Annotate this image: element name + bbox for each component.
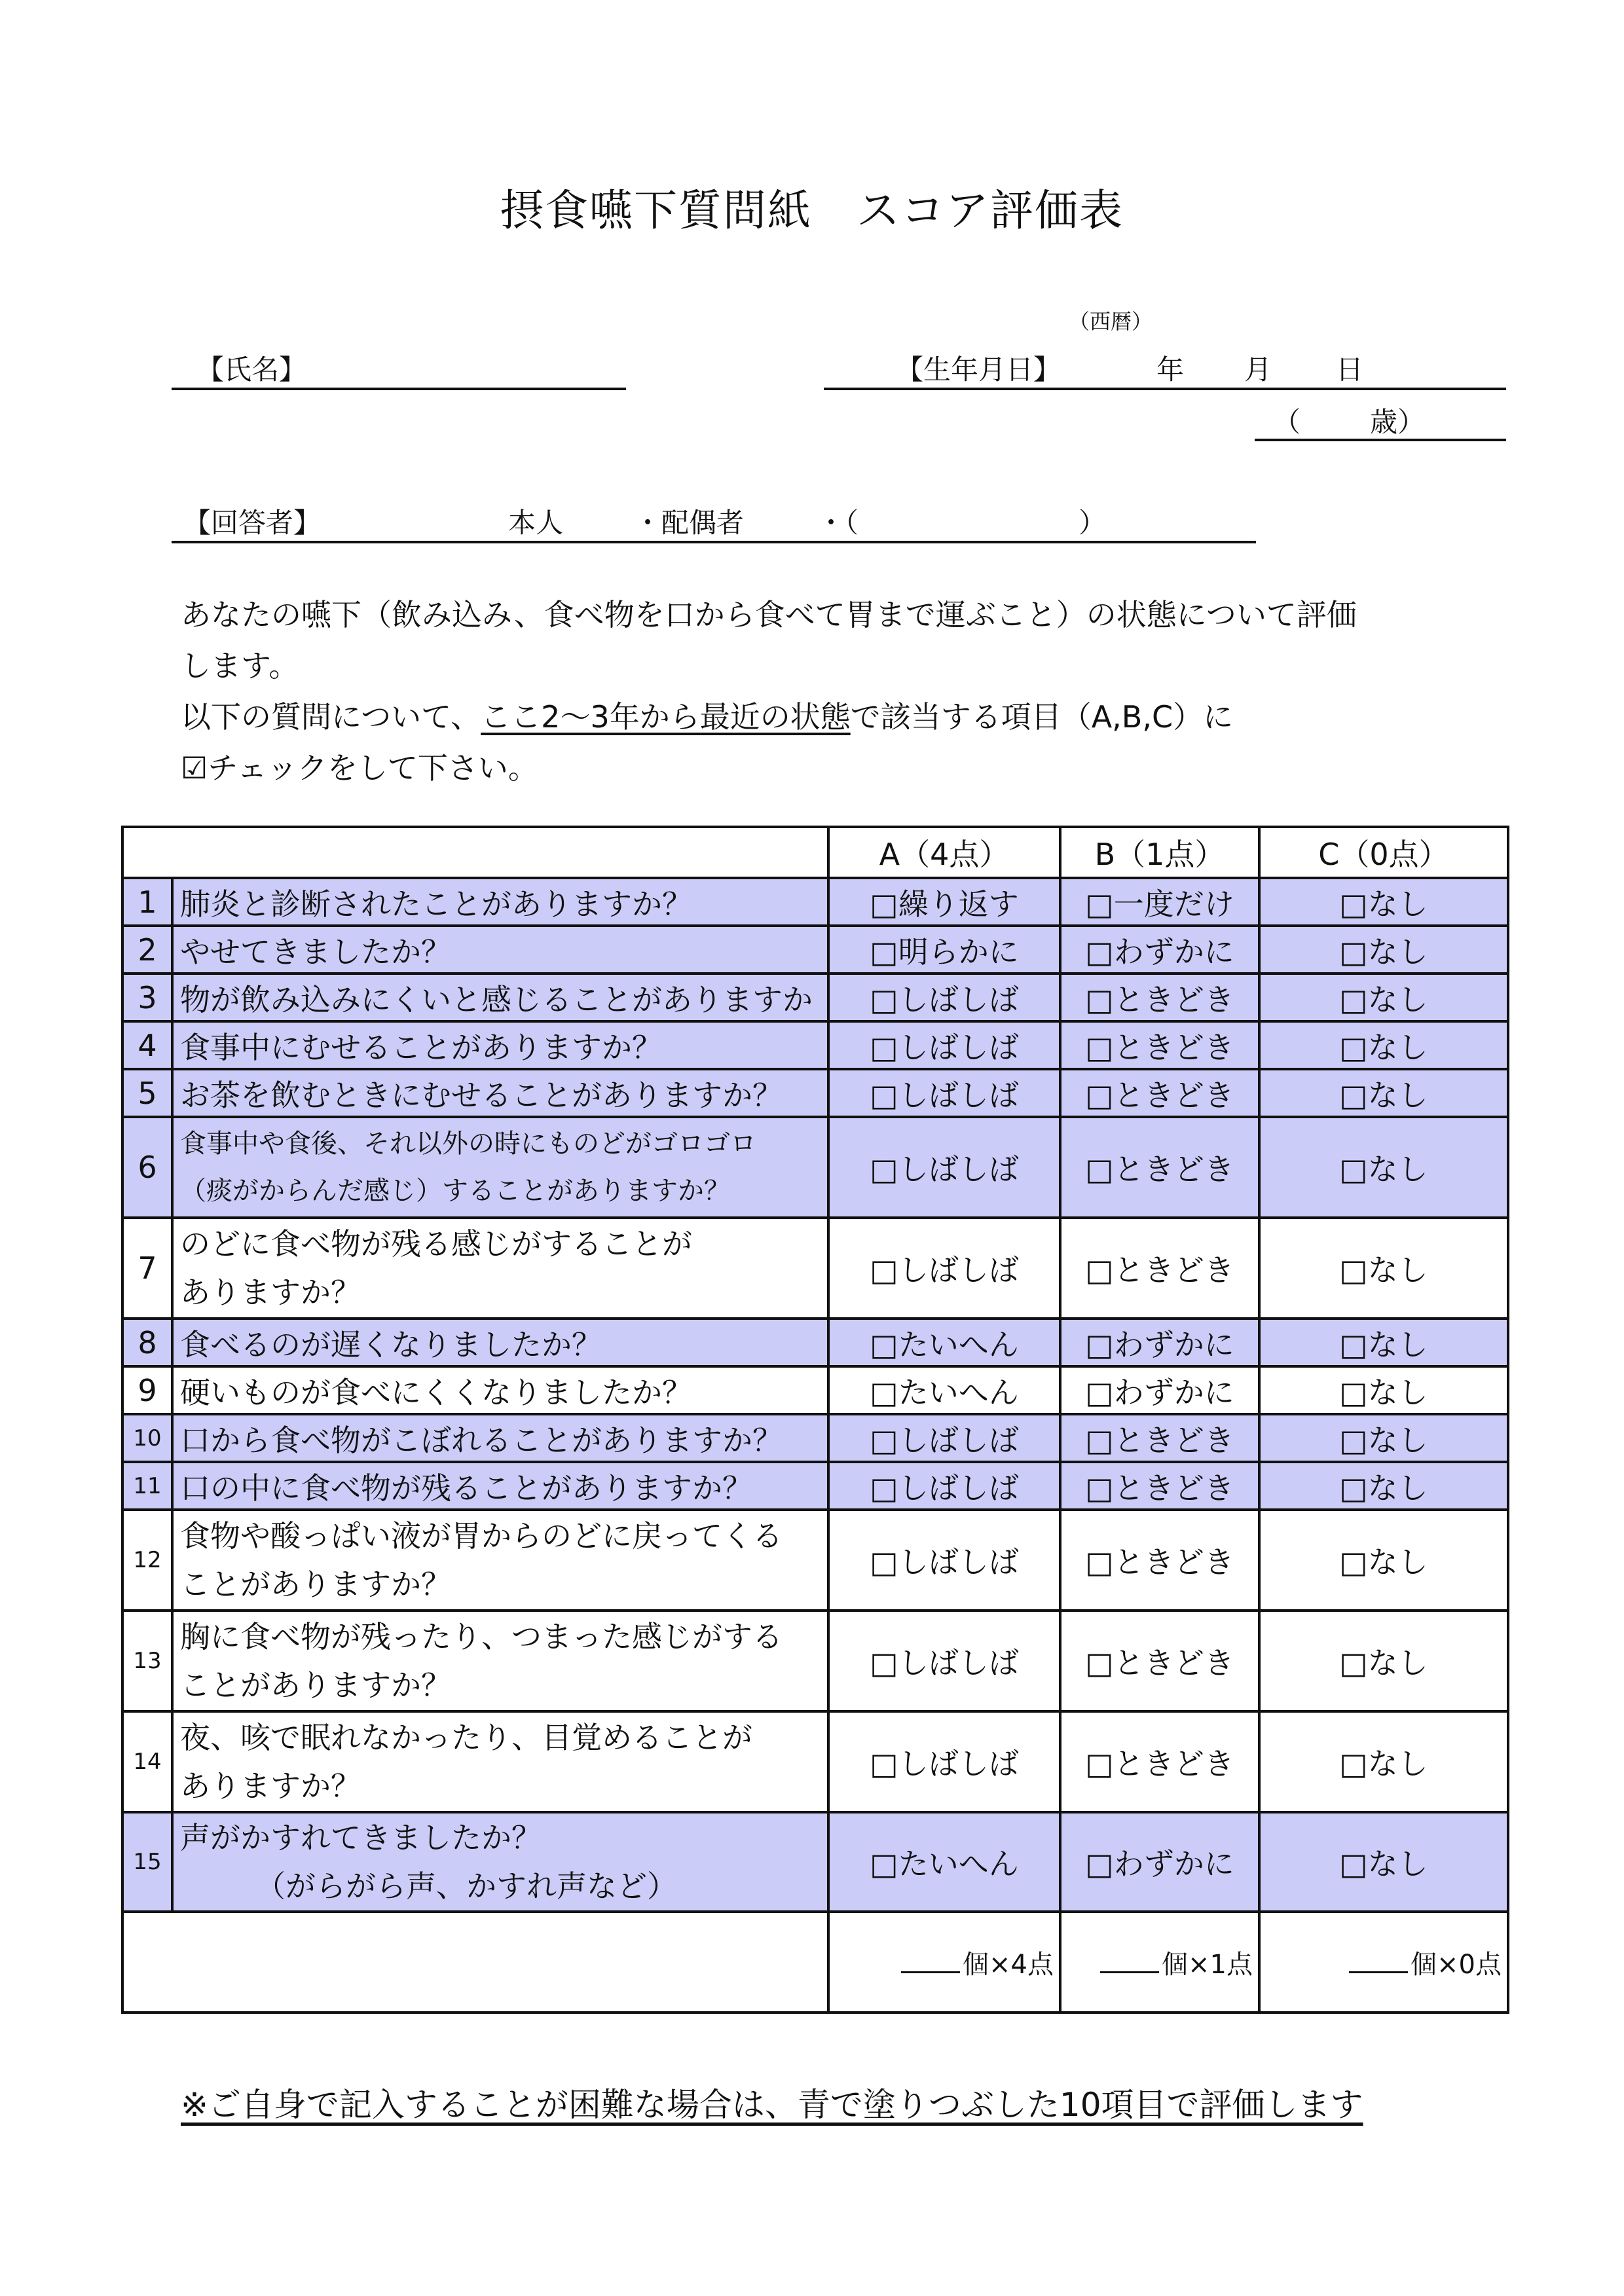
question-number: 1 (122, 878, 172, 926)
option-c-checkbox[interactable]: □なし (1259, 926, 1508, 974)
question-line-2: （がらがら声、かすれ声など） (180, 1868, 677, 1904)
question-number: 9 (122, 1366, 172, 1414)
question-line-1: 胸に食べ物が残ったり、つまった感じがする (180, 1619, 783, 1654)
option-c-checkbox[interactable]: □なし (1259, 1812, 1508, 1912)
question-number: 14 (122, 1711, 172, 1812)
name-field-line[interactable] (172, 388, 626, 390)
question-number: 10 (122, 1414, 172, 1462)
option-b-checkbox[interactable]: □ときどき (1060, 1510, 1259, 1611)
question-number: 15 (122, 1812, 172, 1912)
option-b-checkbox[interactable]: □ときどき (1060, 1021, 1259, 1069)
option-b-checkbox[interactable]: □ときどき (1060, 1611, 1259, 1711)
question-text (172, 878, 828, 926)
respondent-other[interactable]: ・（ ） (817, 507, 1107, 539)
table-row (122, 1366, 1508, 1414)
question-line-1: 口から食べ物がこぼれることがありますか？ (180, 1422, 783, 1458)
age-field-line[interactable] (1255, 439, 1506, 441)
intro-line-4: ☑チェックをして下さい。 (181, 750, 538, 786)
question-text (172, 926, 828, 974)
header-col-b: B（1点） (1060, 827, 1259, 878)
question-line-1: 食事中にむせることがありますか？ (180, 1029, 662, 1065)
option-b-checkbox[interactable]: □一度だけ (1060, 878, 1259, 926)
option-a-checkbox[interactable]: □繰り返す (828, 878, 1060, 926)
respondent-line (172, 541, 1256, 543)
table-row (122, 1117, 1508, 1218)
question-text (172, 1510, 828, 1611)
option-b-checkbox[interactable]: □わずかに (1060, 1366, 1259, 1414)
question-line-1: 食べるのが遅くなりましたか？ (180, 1326, 602, 1362)
question-line-1: 肺炎と診断されたことがありますか？ (180, 886, 692, 922)
option-a-checkbox[interactable]: □しばしば (828, 1462, 1060, 1510)
intro-emphasis: ここ2～3年から最近の状態 (481, 699, 851, 735)
table-row (122, 1711, 1508, 1812)
table-row (122, 1812, 1508, 1912)
instructions (181, 589, 1497, 793)
tally-blank-line[interactable] (1349, 1971, 1408, 1973)
question-text (172, 1711, 828, 1812)
option-c-checkbox[interactable]: □なし (1259, 974, 1508, 1021)
question-text (172, 1319, 828, 1366)
question-text (172, 1414, 828, 1462)
page-title: 摂食嚥下質問紙 スコア評価表 (500, 185, 1124, 236)
option-b-checkbox[interactable]: □わずかに (1060, 926, 1259, 974)
respondent-spouse[interactable]: ・配偶者 (634, 507, 745, 539)
tally-row (122, 1912, 1508, 2013)
option-a-checkbox[interactable]: □たいへん (828, 1319, 1060, 1366)
table-row (122, 974, 1508, 1021)
question-line-1: お茶を飲むときにむせることがありますか？ (180, 1077, 783, 1113)
option-a-checkbox[interactable]: □しばしば (828, 1117, 1060, 1218)
intro-line-1: あなたの嚥下（飲み込み、食べ物を口から食べて胃まで運ぶこと）の状態について評価 (181, 597, 1357, 632)
option-b-checkbox[interactable]: □ときどき (1060, 1069, 1259, 1117)
question-line-2: ことがありますか？ (180, 1667, 451, 1703)
table-row (122, 1319, 1508, 1366)
option-a-checkbox[interactable]: □しばしば (828, 1611, 1060, 1711)
tally-a[interactable] (828, 1912, 1060, 2013)
option-c-checkbox[interactable]: □なし (1259, 1366, 1508, 1414)
question-number: 7 (122, 1218, 172, 1319)
question-table (121, 826, 1509, 2014)
table-row (122, 1462, 1508, 1510)
option-b-checkbox[interactable]: □わずかに (1060, 1319, 1259, 1366)
question-number: 13 (122, 1611, 172, 1711)
question-number: 3 (122, 974, 172, 1021)
option-b-checkbox[interactable]: □ときどき (1060, 1462, 1259, 1510)
option-a-checkbox[interactable]: □しばしば (828, 1414, 1060, 1462)
option-c-checkbox[interactable]: □なし (1259, 1711, 1508, 1812)
question-line-1: 口の中に食べ物が残ることがありますか？ (180, 1470, 752, 1506)
option-a-checkbox[interactable]: □しばしば (828, 1711, 1060, 1812)
table-row (122, 1021, 1508, 1069)
option-c-checkbox[interactable]: □なし (1259, 1218, 1508, 1319)
tally-blank (122, 1912, 828, 2013)
table-row (122, 926, 1508, 974)
dob-month: 月 (1244, 354, 1272, 386)
question-line-1: 硬いものが食べにくくなりましたか？ (180, 1374, 692, 1410)
option-b-checkbox[interactable]: □ときどき (1060, 974, 1259, 1021)
question-line-1: 物が飲み込みにくいと感じることがありますか (180, 981, 813, 1017)
question-number: 5 (122, 1069, 172, 1117)
tally-b[interactable] (1060, 1912, 1259, 2013)
question-text (172, 1812, 828, 1912)
option-a-checkbox[interactable]: □たいへん (828, 1812, 1060, 1912)
tally-label: 個×1点 (1162, 1949, 1253, 1980)
question-text (172, 1611, 828, 1711)
option-c-checkbox[interactable]: □なし (1259, 1462, 1508, 1510)
table-row (122, 1611, 1508, 1711)
table-row (122, 1218, 1508, 1319)
question-text (172, 1021, 828, 1069)
question-line-1: のどに食べ物が残る感じがすることが (180, 1226, 692, 1262)
question-line-2: （痰がからんだ感じ）することがありますか？ (180, 1176, 730, 1206)
option-b-checkbox[interactable]: □わずかに (1060, 1812, 1259, 1912)
question-number: 4 (122, 1021, 172, 1069)
option-a-checkbox[interactable]: □しばしば (828, 974, 1060, 1021)
question-line-1: 声がかすれてきましたか？ (180, 1820, 542, 1855)
dob-label: 【生年月日】 (896, 354, 1061, 386)
option-c-checkbox[interactable]: □なし (1259, 1510, 1508, 1611)
option-b-checkbox[interactable]: □ときどき (1060, 1117, 1259, 1218)
question-line-1: 夜、咳で眠れなかったり、目覚めることが (180, 1720, 752, 1755)
table-row (122, 1069, 1508, 1117)
respondent-self[interactable]: 本人 (508, 507, 564, 539)
option-a-checkbox[interactable]: □明らかに (828, 926, 1060, 974)
tally-label: 個×4点 (963, 1949, 1054, 1980)
question-line-2: ありますか？ (180, 1275, 361, 1310)
option-c-checkbox[interactable]: □なし (1259, 1611, 1508, 1711)
question-number: 2 (122, 926, 172, 974)
question-text (172, 1069, 828, 1117)
table-row (122, 1510, 1508, 1611)
option-b-checkbox[interactable]: □ときどき (1060, 1711, 1259, 1812)
option-c-checkbox[interactable]: □なし (1259, 1021, 1508, 1069)
option-c-checkbox[interactable]: □なし (1259, 1069, 1508, 1117)
option-b-checkbox[interactable]: □ときどき (1060, 1414, 1259, 1462)
question-number: 6 (122, 1117, 172, 1218)
question-text (172, 1462, 828, 1510)
question-number: 8 (122, 1319, 172, 1366)
option-a-checkbox[interactable]: □たいへん (828, 1366, 1060, 1414)
table-row (122, 878, 1508, 926)
question-number: 12 (122, 1510, 172, 1611)
question-line-2: ありますか？ (180, 1768, 361, 1804)
option-a-checkbox[interactable]: □しばしば (828, 1510, 1060, 1611)
option-a-checkbox[interactable]: □しばしば (828, 1218, 1060, 1319)
tally-c[interactable] (1259, 1912, 1508, 2013)
option-c-checkbox[interactable]: □なし (1259, 878, 1508, 926)
intro-line-3-post: で該当する項目（A,B,C）に (850, 699, 1234, 735)
option-c-checkbox[interactable]: □なし (1259, 1414, 1508, 1462)
header-col-c: C（0点） (1259, 827, 1508, 878)
option-a-checkbox[interactable]: □しばしば (828, 1021, 1060, 1069)
footer-note: ※ご自身で記入することが困難な場合は、青で塗りつぶした10項目で評価します (181, 2086, 1363, 2124)
dob-year: 年 (1156, 354, 1185, 386)
intro-line-3 (181, 691, 1497, 742)
question-text (172, 1218, 828, 1319)
question-text (172, 1117, 828, 1218)
option-c-checkbox[interactable]: □なし (1259, 1117, 1508, 1218)
question-text (172, 974, 828, 1021)
tally-blank-line[interactable] (1100, 1971, 1159, 1973)
dob-field-line[interactable] (824, 388, 1506, 390)
header-col-a: A（4点） (828, 827, 1060, 878)
table-row (122, 1414, 1508, 1462)
age-open: （ (1273, 406, 1301, 438)
option-b-checkbox[interactable]: □ときどき (1060, 1218, 1259, 1319)
question-text (172, 1366, 828, 1414)
intro-line-3-pre: 以下の質問について、 (181, 699, 481, 735)
question-line-1: 食事中や食後、それ以外の時にものどがゴロゴロ (180, 1129, 756, 1159)
name-label: 【氏名】 (196, 354, 307, 386)
intro-line-2: します。 (181, 648, 299, 683)
table-header-row (122, 827, 1508, 878)
age-close: 歳） (1370, 406, 1426, 438)
tally-label: 個×0点 (1411, 1949, 1502, 1980)
era-note: （西暦） (1069, 309, 1153, 334)
question-line-1: 食物や酸っぱい液が胃からのどに戻ってくる (180, 1518, 783, 1554)
respondent-label: 【回答者】 (183, 507, 322, 539)
dob-day: 日 (1336, 354, 1364, 386)
tally-blank-line[interactable] (901, 1971, 960, 1973)
question-line-1: やせてきましたか？ (180, 934, 451, 970)
header-blank (122, 827, 828, 878)
question-number: 11 (122, 1462, 172, 1510)
option-a-checkbox[interactable]: □しばしば (828, 1069, 1060, 1117)
question-line-2: ことがありますか？ (180, 1567, 451, 1602)
option-c-checkbox[interactable]: □なし (1259, 1319, 1508, 1366)
